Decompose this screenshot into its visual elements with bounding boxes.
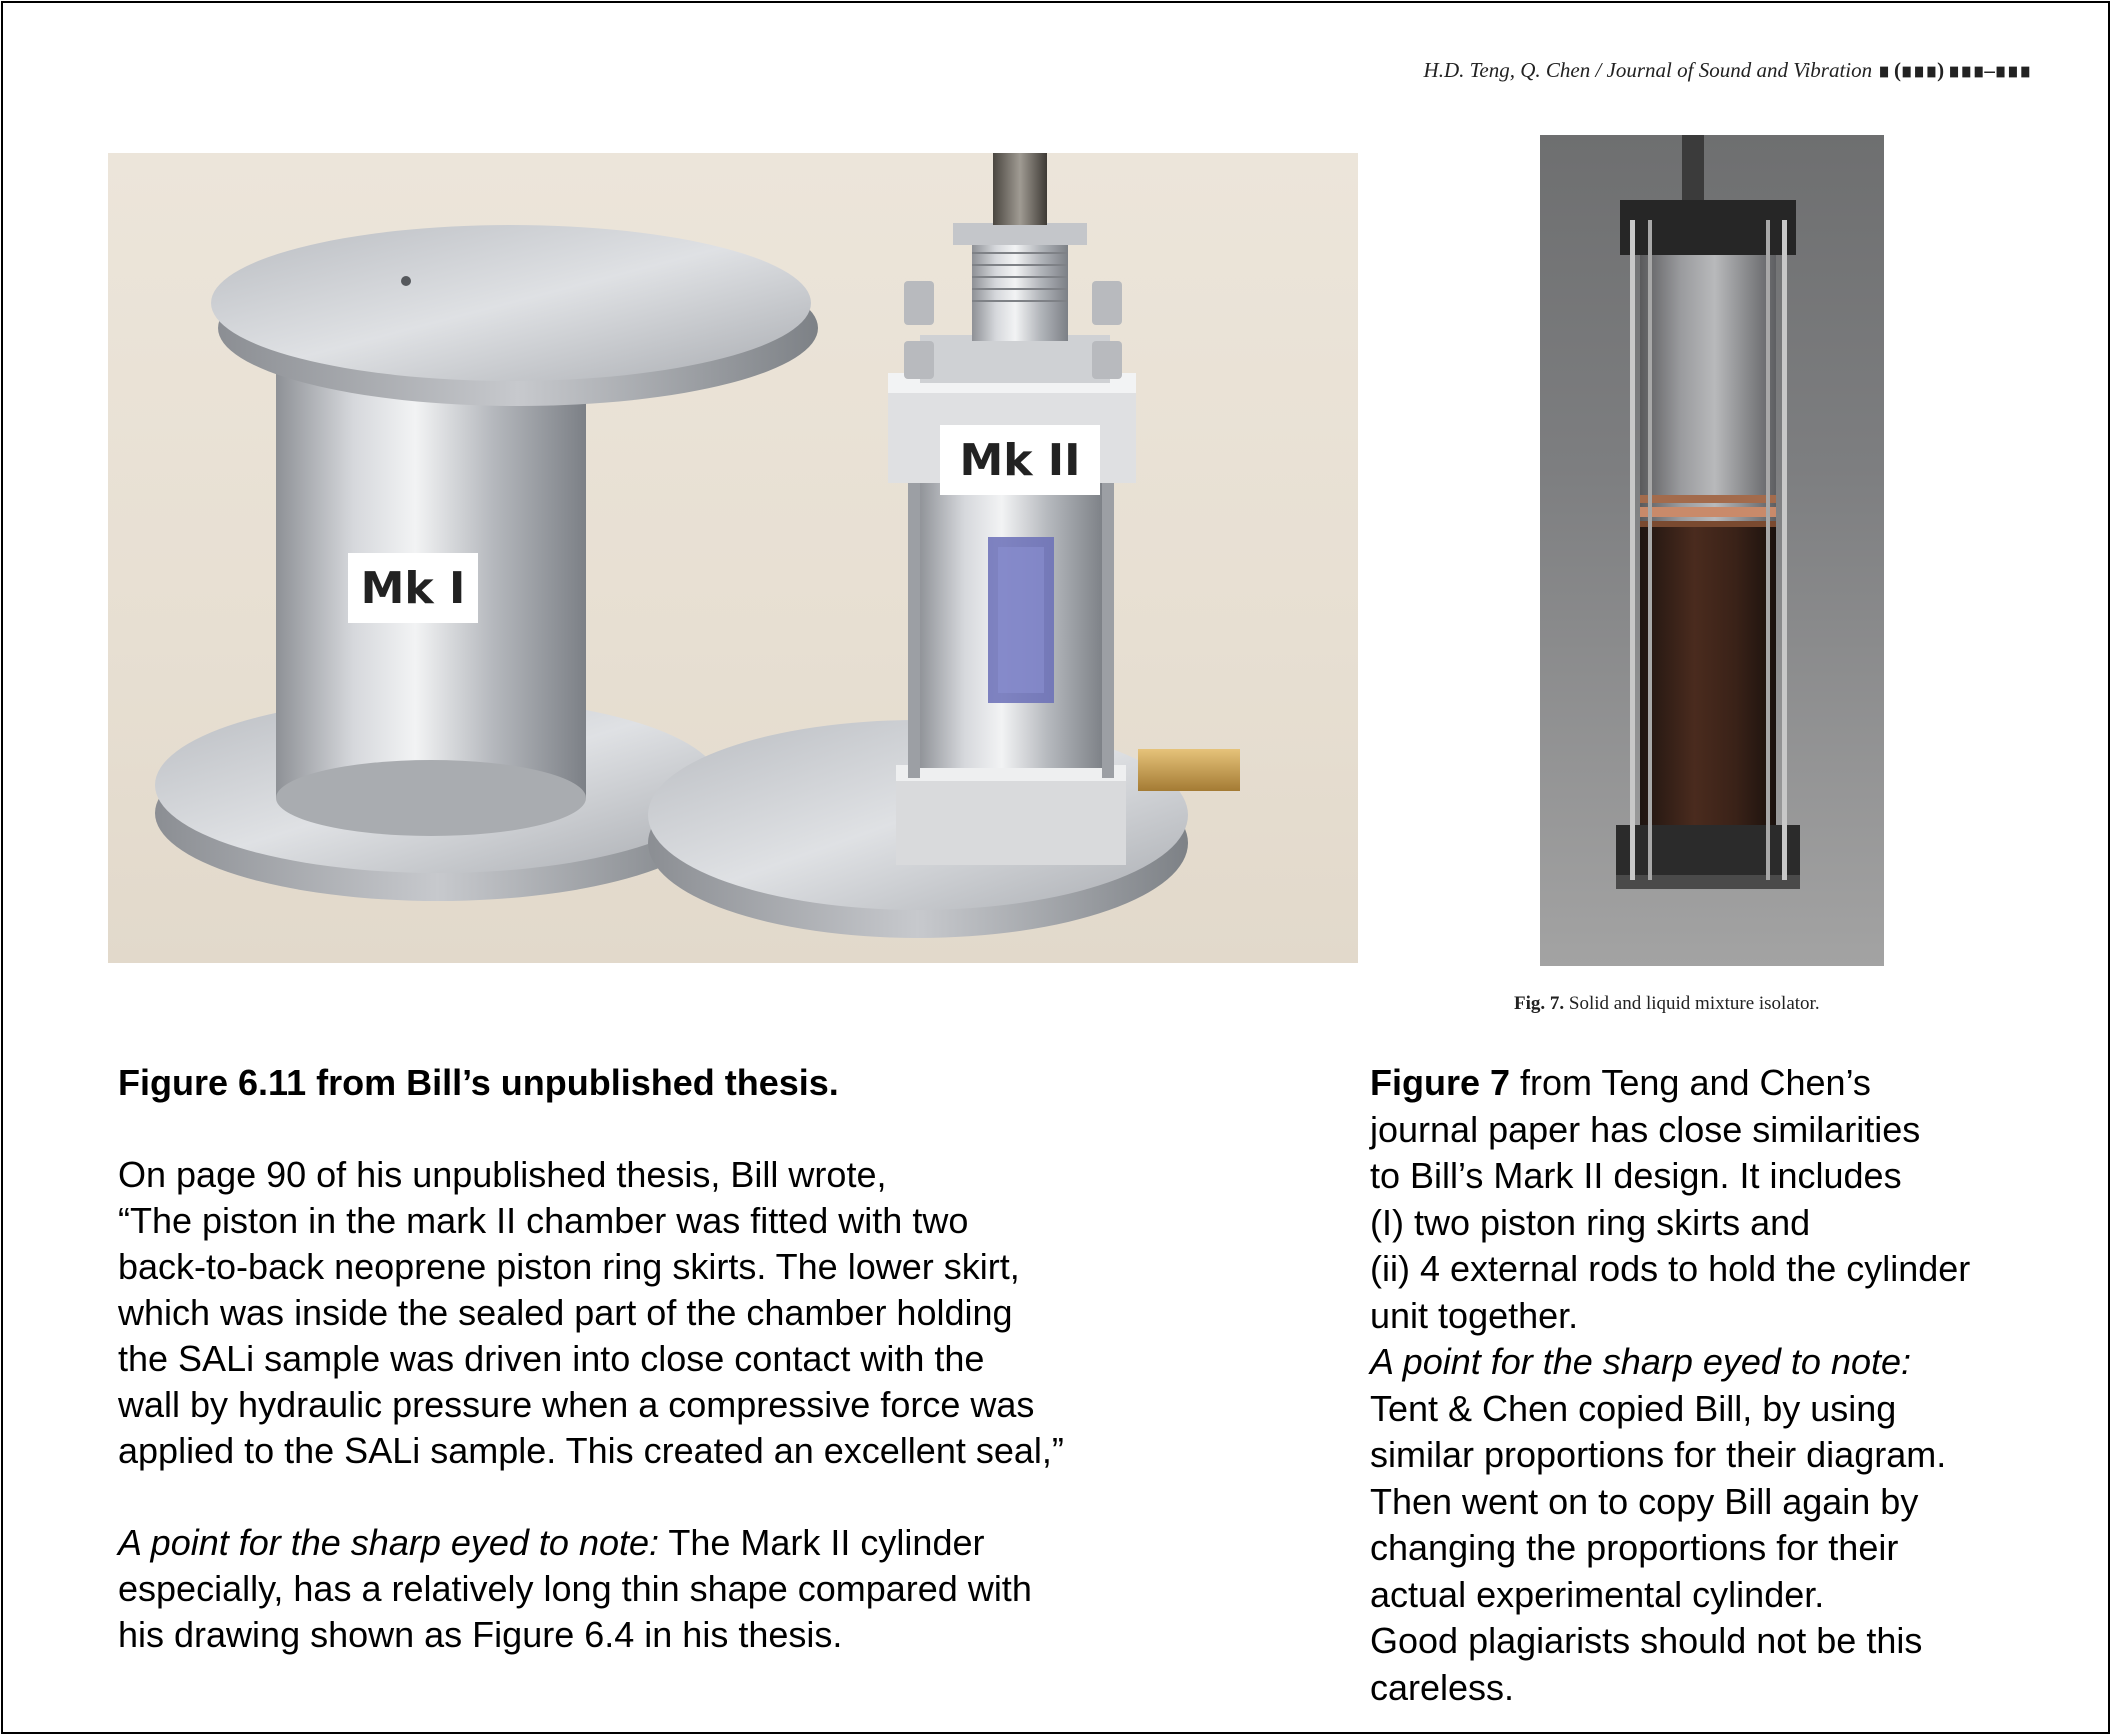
commentary-tail-line: Tent & Chen copied Bill, by using bbox=[1370, 1387, 1897, 1429]
commentary-note-italic: A point for the sharp eyed to note: bbox=[1370, 1341, 1912, 1382]
commentary-line: (ii) 4 external rods to hold the cylinder bbox=[1370, 1248, 1971, 1289]
note-line: his drawing shown as Figure 6.4 in his thesis. bbox=[118, 1614, 843, 1655]
quote-line: On page 90 of his unpublished thesis, Bill wrote, bbox=[118, 1154, 887, 1195]
journal-commentary bbox=[1370, 1060, 2090, 1711]
quote-line: “The piston in the mark II chamber was fitted with two bbox=[118, 1200, 969, 1241]
note-rest: The Mark II cylinder bbox=[659, 1522, 985, 1563]
fig7-lead-line bbox=[1370, 1060, 2090, 1107]
fig7-caption bbox=[1514, 993, 1820, 1015]
commentary-note bbox=[1370, 1339, 2090, 1386]
journal-volume-marks: ∎ (∎∎∎) ∎∎∎–∎∎∎ bbox=[1877, 58, 2031, 82]
note-line: especially, has a relatively long thin shape compared with bbox=[118, 1568, 1032, 1609]
commentary-line: to Bill’s Mark II design. It includes bbox=[1370, 1155, 1902, 1196]
commentary-tail-line: careless. bbox=[1370, 1666, 1515, 1708]
fig7-caption-number: Fig. 7. bbox=[1514, 993, 1565, 1014]
quote-line: back-to-back neoprene piston ring skirts. The lower skirt, bbox=[118, 1246, 1020, 1287]
commentary-line: unit together. bbox=[1370, 1294, 1579, 1336]
journal-running-header bbox=[1424, 58, 2031, 83]
thesis-figure-title: Figure 6.11 from Bill’s unpublished thesis. bbox=[118, 1062, 839, 1103]
fig7-caption-text: Solid and liquid mixture isolator. bbox=[1568, 993, 1820, 1014]
note-italic: A point for the sharp eyed to note: bbox=[118, 1522, 660, 1563]
mk1-label: Mk I bbox=[360, 563, 466, 614]
commentary-tail-line: similar proportions for their diagram. bbox=[1370, 1434, 1947, 1475]
isolator-illustration bbox=[1540, 135, 1884, 966]
commentary-line: (I) two piston ring skirts and bbox=[1370, 1201, 1811, 1243]
thesis-commentary bbox=[118, 1060, 1318, 1658]
note-first-line bbox=[118, 1520, 1318, 1566]
mk-chambers-photo bbox=[108, 153, 1358, 963]
quote-line: which was inside the sealed part of the chamber holding bbox=[118, 1292, 1013, 1333]
mk2-label: Mk II bbox=[959, 435, 1081, 486]
commentary-tail-line: Good plagiarists should not be this bbox=[1370, 1620, 1923, 1661]
fig7-isolator-photo bbox=[1540, 135, 1884, 966]
fig7-lead-rest: from Teng and Chen’s bbox=[1510, 1062, 1871, 1103]
commentary-tail-line: Then went on to copy Bill again by bbox=[1370, 1480, 1919, 1522]
fig7-bold-label: Figure 7 bbox=[1370, 1062, 1511, 1103]
mk-chambers-illustration bbox=[108, 153, 1358, 963]
quote-line: applied to the SALi sample. This created an excellent seal,” bbox=[118, 1430, 1064, 1471]
quote-line: wall by hydraulic pressure when a compressive force was bbox=[118, 1384, 1035, 1425]
commentary-tail-line: actual experimental cylinder. bbox=[1370, 1573, 1825, 1615]
journal-authors: H.D. Teng, Q. Chen / Journal of Sound and Vibration bbox=[1423, 58, 1873, 82]
commentary-tail-line: changing the proportions for their bbox=[1370, 1527, 1899, 1568]
quote-line: the SALi sample was driven into close contact with the bbox=[118, 1338, 985, 1379]
commentary-line: journal paper has close similarities bbox=[1370, 1108, 1921, 1150]
